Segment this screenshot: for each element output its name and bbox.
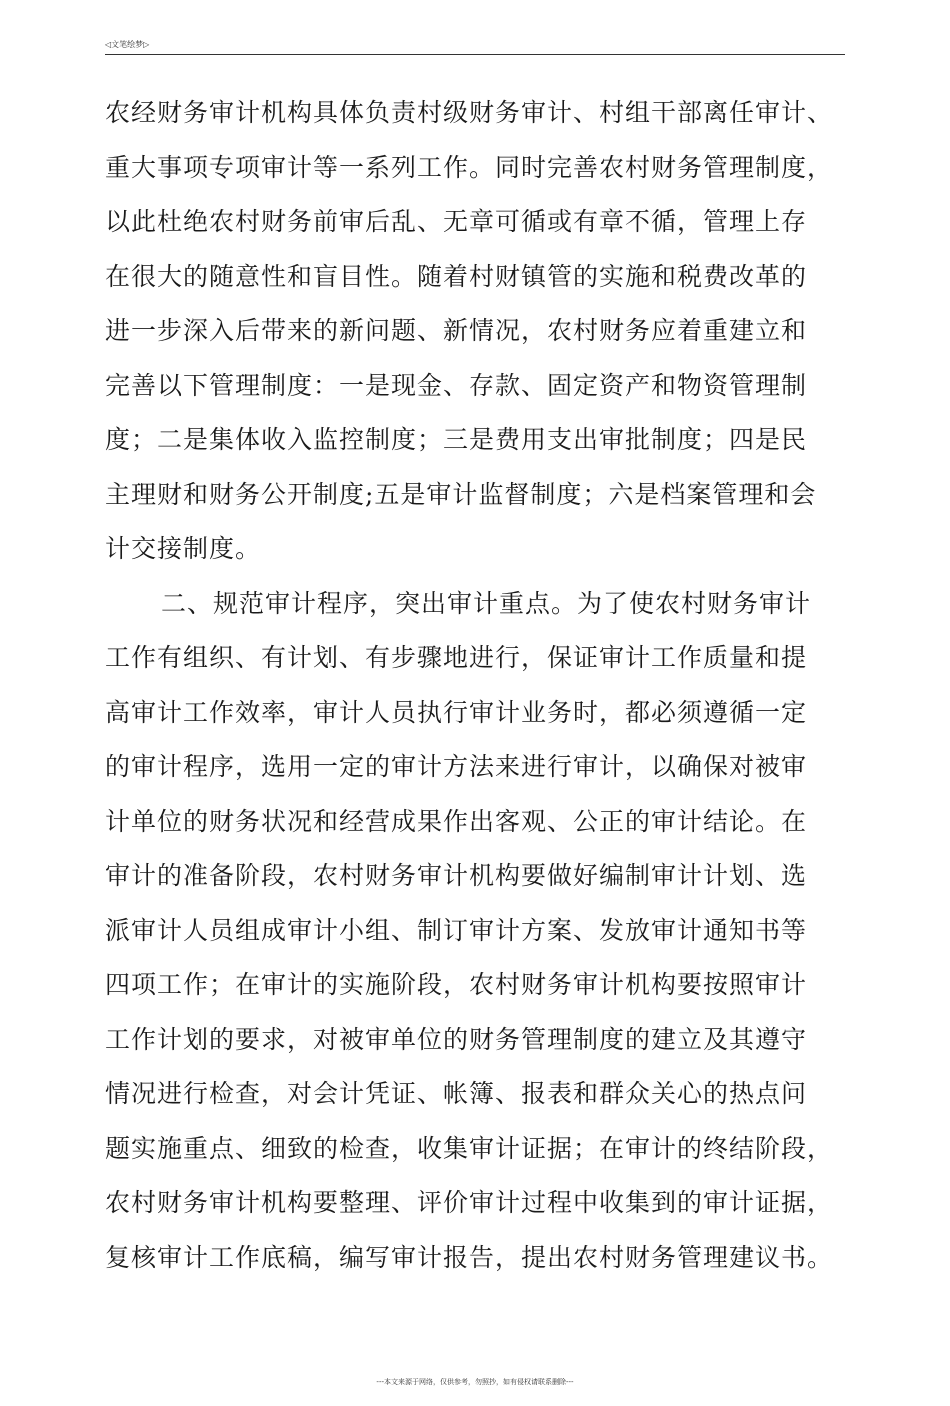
text-line: 工作有组织、有计划、有步骤地进行，保证审计工作质量和提 — [105, 643, 808, 672]
paragraph-2 — [105, 582, 855, 1291]
text-line: 题实施重点、细致的检查，收集审计证据；在审计的终结阶段， — [105, 1133, 834, 1163]
page-header — [105, 40, 845, 55]
text-line: 主理财和财务公开制度;五是审计监督制度；六是档案管理和会 — [105, 479, 817, 509]
text-line: 情况进行检查，对会计凭证、帐簿、报表和群众关心的热点问 — [105, 1079, 808, 1108]
page-footer: ---本文来源于网络，仅供参考，勿照抄，如有侵权请联系删除--- — [376, 1378, 574, 1386]
text-line: 派审计人员组成审计小组、制订审计方案、发放审计通知书等 — [105, 915, 808, 945]
text-line: 进一步深入后带来的新问题、新情况，农村财务应着重建立和 — [105, 316, 808, 345]
header-title: ◁文笔绘梦▷ — [105, 40, 150, 49]
text-line: 四项工作；在审计的实施阶段，农村财务审计机构要按照审计 — [105, 970, 808, 999]
text-line: 度；二是集体收入监控制度；三是费用支出审批制度；四是民 — [105, 425, 808, 454]
text-line: 二、规范审计程序，突出审计重点。为了使农村财务审计 — [161, 588, 812, 618]
text-line: 工作计划的要求，对被审单位的财务管理制度的建立及其遵守 — [105, 1024, 808, 1054]
text-line: 农经财务审计机构具体负责村级财务审计、村组干部离任审计、 — [105, 98, 834, 127]
text-line: 高审计工作效率，审计人员执行审计业务时，都必须遵循一定 — [105, 697, 808, 727]
paragraph-1 — [105, 91, 855, 582]
text-line: 复核审计工作底稿，编写审计报告，提出农村财务管理建议书。 — [105, 1242, 834, 1272]
text-line: 重大事项专项审计等一系列工作。同时完善农村财务管理制度， — [105, 152, 834, 182]
text-line: 完善以下管理制度：一是现金、存款、固定资产和物资管理制 — [105, 370, 808, 400]
text-line: 的审计程序，选用一定的审计方法来进行审计，以确保对被审 — [105, 752, 808, 781]
text-line: 以此杜绝农村财务前审后乱、无章可循或有章不循，管理上存 — [105, 207, 808, 236]
document-body — [105, 91, 855, 1290]
text-line: 农村财务审计机构要整理、评价审计过程中收集到的审计证据， — [105, 1188, 834, 1217]
text-line: 计单位的财务状况和经营成果作出客观、公正的审计结论。在 — [105, 806, 808, 836]
text-line: 计交接制度。 — [105, 534, 262, 563]
text-line: 审计的准备阶段，农村财务审计机构要做好编制审计计划、选 — [105, 861, 808, 890]
text-line: 在很大的随意性和盲目性。随着村财镇管的实施和税费改革的 — [105, 261, 808, 291]
